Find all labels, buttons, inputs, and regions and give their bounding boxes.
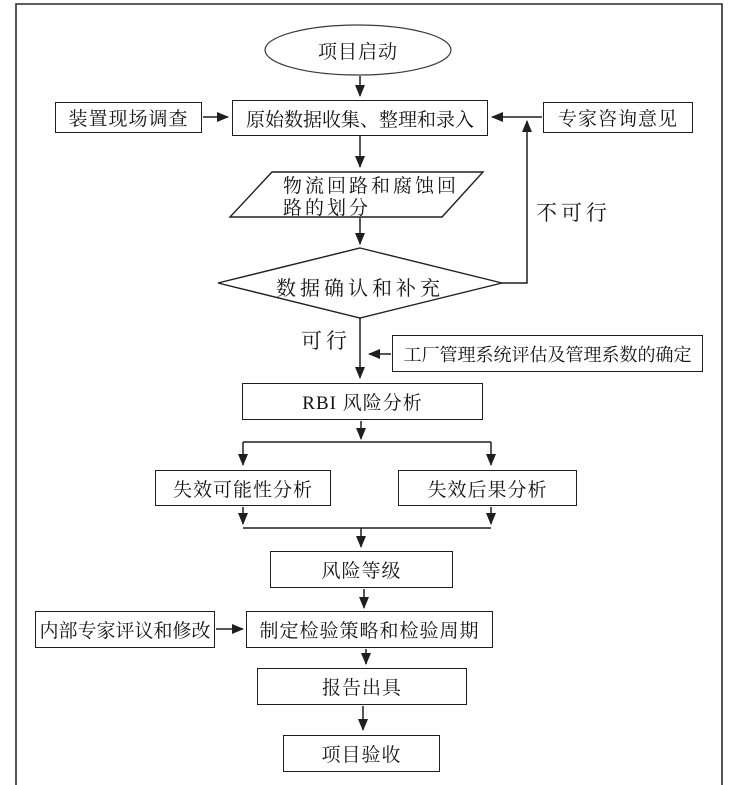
label-infeasible: 不可行 bbox=[536, 201, 611, 225]
node-inspection-strategy: 制定检验策略和检验周期 bbox=[246, 611, 493, 648]
node-internal-review: 内部专家评议和修改 bbox=[35, 611, 215, 648]
node-failure-consequence: 失效后果分析 bbox=[398, 470, 577, 506]
node-data-collection: 原始数据收集、整理和录入 bbox=[232, 100, 488, 136]
node-project-start: 项目启动 bbox=[317, 41, 398, 63]
node-acceptance: 项目验收 bbox=[283, 735, 440, 772]
label-feasible: 可行 bbox=[301, 329, 351, 353]
node-rbi-analysis: RBI 风险分析 bbox=[242, 383, 483, 420]
node-report: 报告出具 bbox=[257, 668, 467, 705]
node-data-confirm: 数据确认和补充 bbox=[276, 278, 444, 300]
node-failure-possibility: 失效可能性分析 bbox=[155, 470, 331, 506]
node-expert-consult: 专家咨询意见 bbox=[543, 102, 693, 133]
node-mgmt-eval: 工厂管理系统评估及管理系数的确定 bbox=[392, 335, 703, 372]
node-loop-division: 物流回路和腐蚀回路的划分 bbox=[283, 176, 460, 219]
arrow-infeasible-feedback bbox=[502, 121, 527, 283]
node-site-survey: 装置现场调查 bbox=[55, 102, 202, 133]
node-risk-level: 风险等级 bbox=[270, 551, 453, 588]
